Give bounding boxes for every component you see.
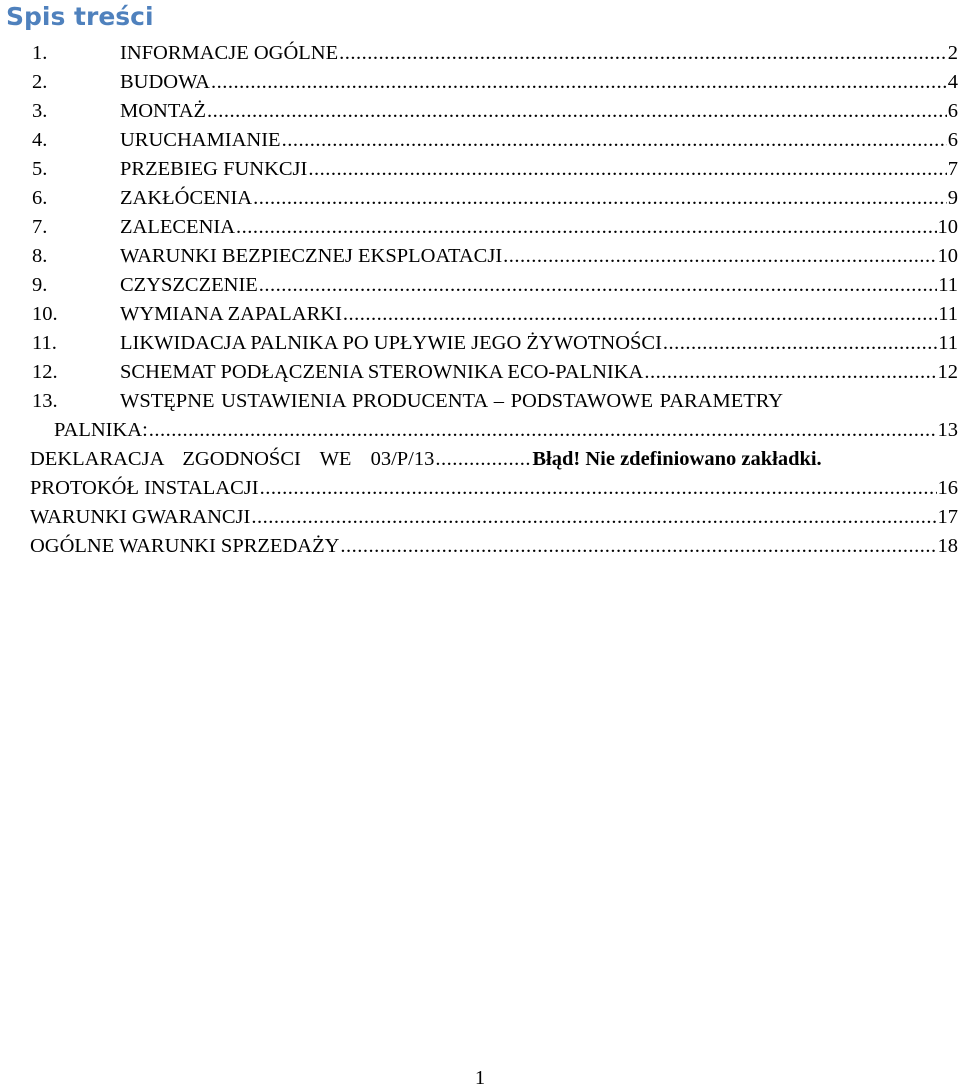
toc-entry-8[interactable] — [32, 242, 958, 271]
toc-entry-title: OGÓLNE WARUNKI SPRZEDAŻY — [30, 535, 340, 557]
toc-entry-declaration[interactable] — [30, 445, 958, 474]
toc-entry-number: 11. — [32, 332, 57, 354]
toc-entry-title: WARUNKI BEZPIECZNEJ EKSPLOATACJI — [120, 245, 503, 267]
toc-entry-12[interactable] — [32, 358, 958, 387]
toc-entry-page: 11 — [938, 332, 958, 354]
toc-entry-7[interactable] — [32, 213, 958, 242]
toc-entry-page: 6 — [947, 129, 958, 151]
toc-entry-installation-protocol[interactable] — [30, 474, 958, 503]
toc-entry-page: 17 — [937, 506, 958, 528]
toc-entry-number: 5. — [32, 158, 48, 180]
toc-entry-page: 11 — [938, 303, 958, 325]
toc-entry-11[interactable] — [32, 329, 958, 358]
dot-leader — [251, 503, 936, 532]
toc-entry-page: 7 — [947, 158, 958, 180]
toc-entry-number: 4. — [32, 129, 48, 151]
toc-entry-title: DEKLARACJA ZGODNOŚCI WE 03/P/13 — [30, 448, 435, 470]
dot-leader — [340, 532, 936, 561]
toc-entry-4[interactable] — [32, 126, 958, 155]
toc-entry-13-line2[interactable] — [32, 416, 958, 445]
toc-entry-page: 4 — [947, 71, 958, 93]
dot-leader — [207, 97, 947, 126]
dot-leader — [308, 155, 946, 184]
toc-entry-number: 2. — [32, 71, 48, 93]
toc-entry-number: 13. — [32, 390, 58, 412]
toc-entry-page: 13 — [937, 419, 958, 441]
dot-leader — [663, 329, 937, 358]
toc-entry-number: 1. — [32, 42, 48, 64]
toc-entry-page-error: Błąd! Nie zdefiniowano zakładki. — [532, 448, 822, 470]
toc-entry-title: ZAKŁÓCENIA — [120, 187, 253, 209]
toc-entry-title: CZYSZCZENIE — [120, 274, 258, 296]
toc-entry-title-line2: PALNIKA: — [54, 419, 148, 441]
toc-entry-9[interactable] — [32, 271, 958, 300]
toc-entry-number: 12. — [32, 361, 58, 383]
dot-leader — [236, 213, 936, 242]
table-of-contents — [32, 39, 958, 561]
toc-entry-1[interactable] — [32, 39, 958, 68]
toc-heading: Spis treści — [6, 2, 154, 31]
toc-entry-page: 18 — [937, 535, 958, 557]
toc-entry-6[interactable] — [32, 184, 958, 213]
toc-entry-title: SCHEMAT PODŁĄCZENIA STEROWNIKA ECO-PALNIKA — [120, 361, 644, 383]
dot-leader — [343, 300, 937, 329]
toc-entry-number: 8. — [32, 245, 48, 267]
page-number: 1 — [474, 1067, 486, 1089]
dot-leader — [282, 126, 947, 155]
toc-entry-title: PRZEBIEG FUNKCJI — [120, 158, 308, 180]
dot-leader — [211, 68, 947, 97]
toc-entry-title: LIKWIDACJA PALNIKA PO UPŁYWIE JEGO ŻYWOTNOŚCI — [120, 332, 662, 354]
toc-entry-title: MONTAŻ — [120, 100, 207, 122]
dot-leader — [253, 184, 947, 213]
toc-entry-title-line1: WSTĘPNE USTAWIENIA PRODUCENTA – PODSTAWOWE PARAMETRY — [120, 390, 784, 412]
toc-entry-page: 10 — [937, 216, 958, 238]
dot-leader — [339, 39, 947, 68]
toc-entry-title: BUDOWA — [120, 71, 210, 93]
toc-entry-page: 6 — [947, 100, 958, 122]
toc-entry-page: 10 — [937, 245, 958, 267]
toc-entry-title: ZALECENIA — [120, 216, 236, 238]
toc-entry-10[interactable] — [32, 300, 958, 329]
toc-entry-page: 16 — [937, 477, 958, 499]
toc-entry-page: 2 — [947, 42, 958, 64]
dot-leader — [259, 271, 937, 300]
toc-entry-2[interactable] — [32, 68, 958, 97]
toc-entry-page: 9 — [947, 187, 958, 209]
toc-entry-title: WYMIANA ZAPALARKI — [120, 303, 342, 325]
toc-entry-page: 11 — [938, 274, 958, 296]
dot-leader — [435, 445, 531, 474]
dot-leader — [644, 358, 936, 387]
toc-entry-number: 10. — [32, 303, 58, 325]
toc-entry-number: 6. — [32, 187, 48, 209]
toc-entry-number: 3. — [32, 100, 48, 122]
toc-entry-13-line1[interactable] — [32, 387, 958, 416]
toc-entry-title: PROTOKÓŁ INSTALACJI — [30, 477, 259, 499]
toc-entry-page: 12 — [937, 361, 958, 383]
toc-entry-warranty[interactable] — [30, 503, 958, 532]
toc-entry-3[interactable] — [32, 97, 958, 126]
toc-entry-number: 7. — [32, 216, 48, 238]
toc-entry-number: 9. — [32, 274, 48, 296]
dot-leader — [260, 474, 937, 503]
toc-entry-title: INFORMACJE OGÓLNE — [120, 42, 339, 64]
toc-entry-sales-terms[interactable] — [30, 532, 958, 561]
dot-leader — [503, 242, 936, 271]
dot-leader — [149, 416, 937, 445]
toc-entry-title: URUCHAMIANIE — [120, 129, 281, 151]
toc-entry-title: WARUNKI GWARANCJI — [30, 506, 251, 528]
toc-entry-5[interactable] — [32, 155, 958, 184]
